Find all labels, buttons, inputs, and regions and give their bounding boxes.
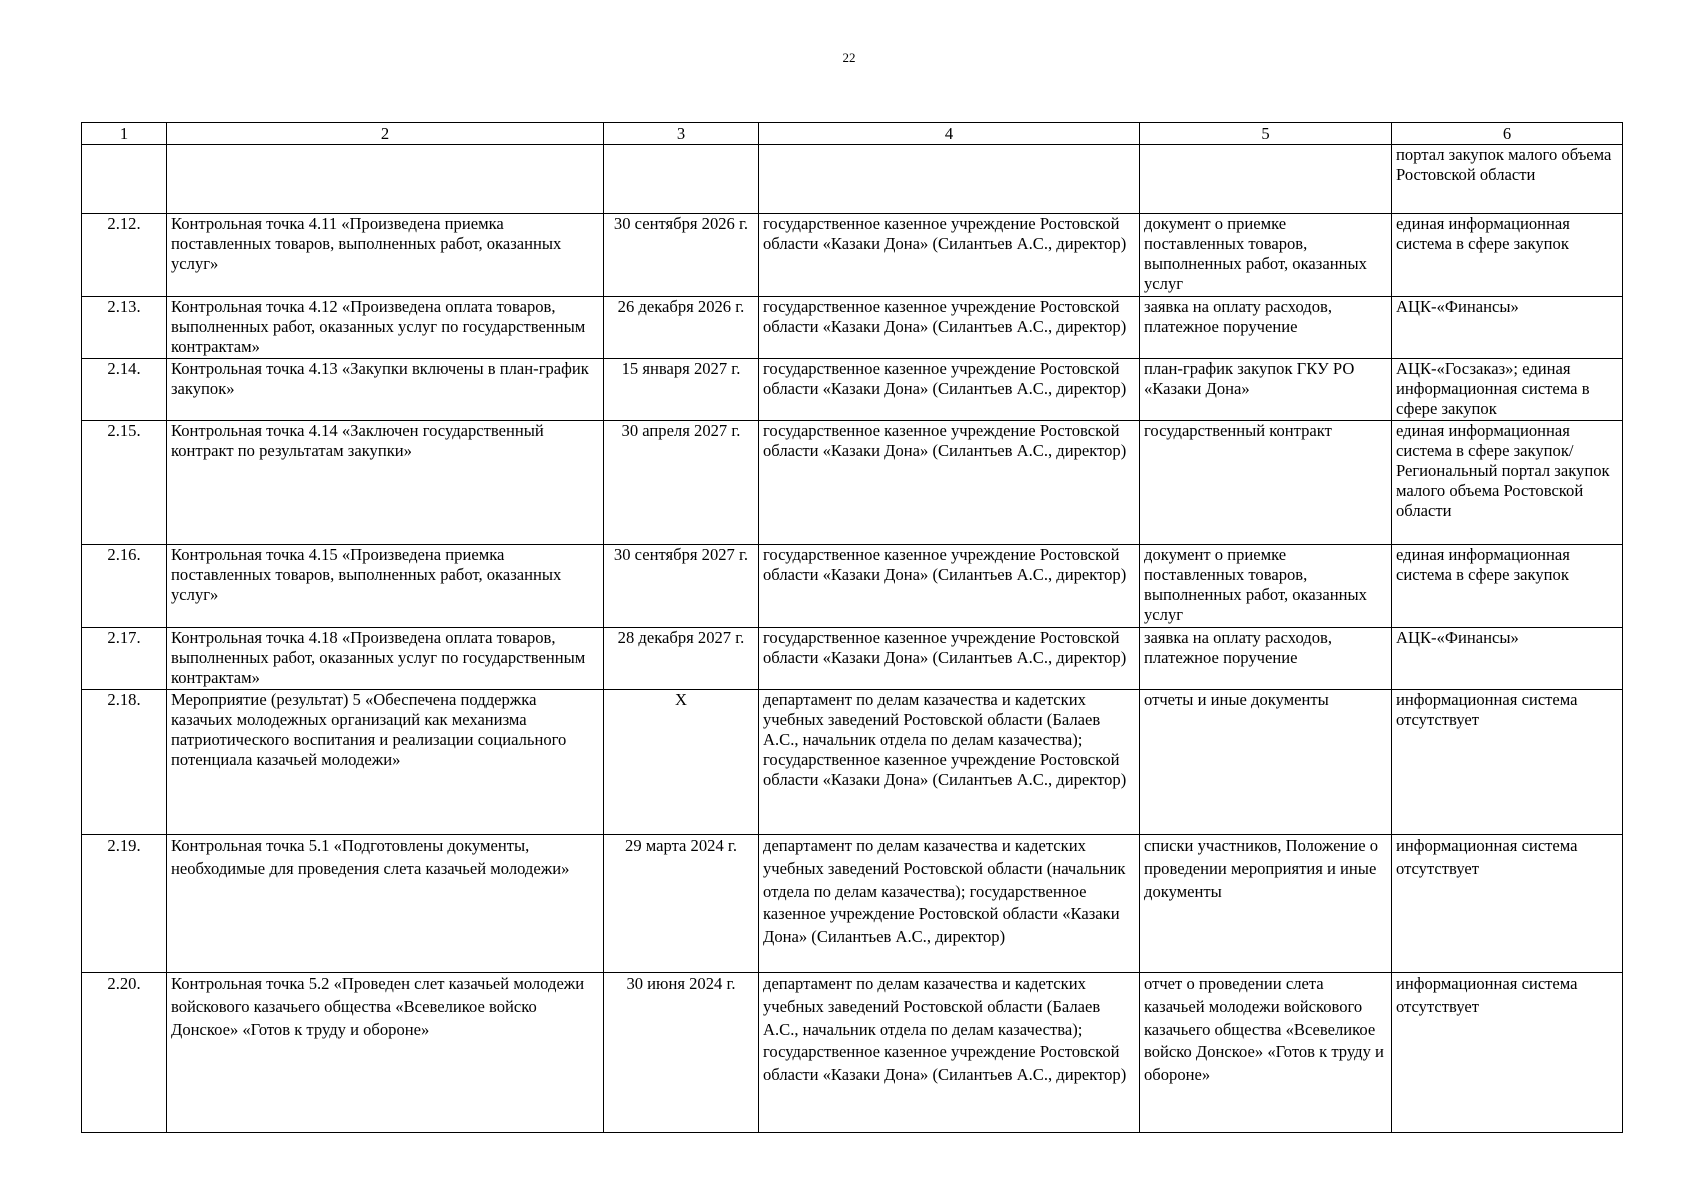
table-row: [82, 421, 1623, 545]
row-date: 26 декабря 2026 г.: [604, 297, 759, 359]
row-responsible: государственное казенное учреждение Ростовской области «Казаки Дона» (Силантьев А.С., директор): [759, 421, 1140, 545]
row-responsible: государственное казенное учреждение Ростовской области «Казаки Дона» (Силантьев А.С., директор): [759, 214, 1140, 297]
row-document: государственный контракт: [1140, 421, 1392, 545]
table-row: [82, 145, 1623, 214]
row-date: 30 апреля 2027 г.: [604, 421, 759, 545]
row-document: план-график закупок ГКУ РО «Казаки Дона»: [1140, 359, 1392, 421]
row-system: информационная система отсутствует: [1392, 690, 1623, 835]
row-responsible: государственное казенное учреждение Ростовской области «Казаки Дона» (Силантьев А.С., директор): [759, 359, 1140, 421]
row-number: 2.17.: [82, 628, 167, 690]
row-date: 30 сентября 2027 г.: [604, 545, 759, 628]
header-row: [82, 123, 1623, 145]
plan-table: [81, 122, 1623, 1133]
row-system: единая информационная система в сфере закупок: [1392, 214, 1623, 297]
row-number: 2.12.: [82, 214, 167, 297]
row-document: заявка на оплату расходов, платежное поручение: [1140, 628, 1392, 690]
row-number: 2.18.: [82, 690, 167, 835]
row-document: [1140, 145, 1392, 214]
row-responsible: департамент по делам казачества и кадетских учебных заведений Ростовской области (Балаев А.С., начальник отдела по делам казачества); государственное казенное учреждение Ростовской области «Казаки Дона» (Силантьев А.С., директор): [759, 973, 1140, 1133]
column-header: 3: [604, 123, 759, 145]
table-row: [82, 359, 1623, 421]
row-responsible: государственное казенное учреждение Ростовской области «Казаки Дона» (Силантьев А.С., директор): [759, 628, 1140, 690]
row-date: 28 декабря 2027 г.: [604, 628, 759, 690]
row-name: Контрольная точка 4.18 «Произведена оплата товаров, выполненных работ, оказанных услуг по государственным контрактам»: [167, 628, 604, 690]
row-date: [604, 145, 759, 214]
table-row: [82, 628, 1623, 690]
row-responsible: [759, 145, 1140, 214]
row-name: Контрольная точка 4.14 «Заключен государственный контракт по результатам закупки»: [167, 421, 604, 545]
column-header: 6: [1392, 123, 1623, 145]
row-number: 2.19.: [82, 835, 167, 973]
row-document: отчет о проведении слета казачьей молодежи войскового казачьего общества «Всевеликое войско Донское» «Готов к труду и обороне»: [1140, 973, 1392, 1133]
row-name: Контрольная точка 4.12 «Произведена оплата товаров, выполненных работ, оказанных услуг по государственным контрактам»: [167, 297, 604, 359]
column-header: 1: [82, 123, 167, 145]
table-row: [82, 545, 1623, 628]
row-number: 2.14.: [82, 359, 167, 421]
row-name: Контрольная точка 4.11 «Произведена приемка поставленных товаров, выполненных работ, оказанных услуг»: [167, 214, 604, 297]
row-system: АЦК-«Финансы»: [1392, 628, 1623, 690]
row-system: портал закупок малого объема Ростовской области: [1392, 145, 1623, 214]
row-system: единая информационная система в сфере закупок/Региональный портал закупок малого объема Ростовской области: [1392, 421, 1623, 545]
row-responsible: департамент по делам казачества и кадетских учебных заведений Ростовской области (Балаев А.С., начальник отдела по делам казачества); государственное казенное учреждение Ростовской области «Казаки Дона» (Силантьев А.С., директор): [759, 690, 1140, 835]
row-document: заявка на оплату расходов, платежное поручение: [1140, 297, 1392, 359]
row-responsible: департамент по делам казачества и кадетских учебных заведений Ростовской области (начальник отдела по делам казачества); государственное казенное учреждение Ростовской области «Казаки Дона» (Силантьев А.С., директор): [759, 835, 1140, 973]
row-date: 15 января 2027 г.: [604, 359, 759, 421]
row-document: списки участников, Положение о проведении мероприятия и иные документы: [1140, 835, 1392, 973]
column-header: 4: [759, 123, 1140, 145]
row-system: АЦК-«Госзаказ»; единая информационная система в сфере закупок: [1392, 359, 1623, 421]
row-number: 2.16.: [82, 545, 167, 628]
table-row: [82, 835, 1623, 973]
row-name: Контрольная точка 5.1 «Подготовлены документы, необходимые для проведения слета казачьей молодежи»: [167, 835, 604, 973]
row-responsible: государственное казенное учреждение Ростовской области «Казаки Дона» (Силантьев А.С., директор): [759, 297, 1140, 359]
row-number: 2.20.: [82, 973, 167, 1133]
row-responsible: государственное казенное учреждение Ростовской области «Казаки Дона» (Силантьев А.С., директор): [759, 545, 1140, 628]
row-document: документ о приемке поставленных товаров, выполненных работ, оказанных услуг: [1140, 214, 1392, 297]
table-row: [82, 973, 1623, 1133]
column-header: 5: [1140, 123, 1392, 145]
row-name: Мероприятие (результат) 5 «Обеспечена поддержка казачьих молодежных организаций как механизма патриотического воспитания и реализации социального потенциала казачьей молодежи»: [167, 690, 604, 835]
row-number: 2.15.: [82, 421, 167, 545]
row-document: документ о приемке поставленных товаров, выполненных работ, оказанных услуг: [1140, 545, 1392, 628]
table-row: [82, 297, 1623, 359]
row-date: 30 июня 2024 г.: [604, 973, 759, 1133]
table-row: [82, 214, 1623, 297]
column-header: 2: [167, 123, 604, 145]
row-system: АЦК-«Финансы»: [1392, 297, 1623, 359]
row-system: информационная система отсутствует: [1392, 835, 1623, 973]
row-document: отчеты и иные документы: [1140, 690, 1392, 835]
row-date: 29 марта 2024 г.: [604, 835, 759, 973]
row-date: X: [604, 690, 759, 835]
row-name: Контрольная точка 4.15 «Произведена приемка поставленных товаров, выполненных работ, оказанных услуг»: [167, 545, 604, 628]
row-name: Контрольная точка 5.2 «Проведен слет казачьей молодежи войскового казачьего общества «Всевеликое войско Донское» «Готов к труду и обороне»: [167, 973, 604, 1133]
row-system: информационная система отсутствует: [1392, 973, 1623, 1133]
row-date: 30 сентября 2026 г.: [604, 214, 759, 297]
row-name: Контрольная точка 4.13 «Закупки включены в план-график закупок»: [167, 359, 604, 421]
row-number: [82, 145, 167, 214]
page-number: 22: [842, 50, 856, 65]
table-row: [82, 690, 1623, 835]
row-number: 2.13.: [82, 297, 167, 359]
row-system: единая информационная система в сфере закупок: [1392, 545, 1623, 628]
row-name: [167, 145, 604, 214]
